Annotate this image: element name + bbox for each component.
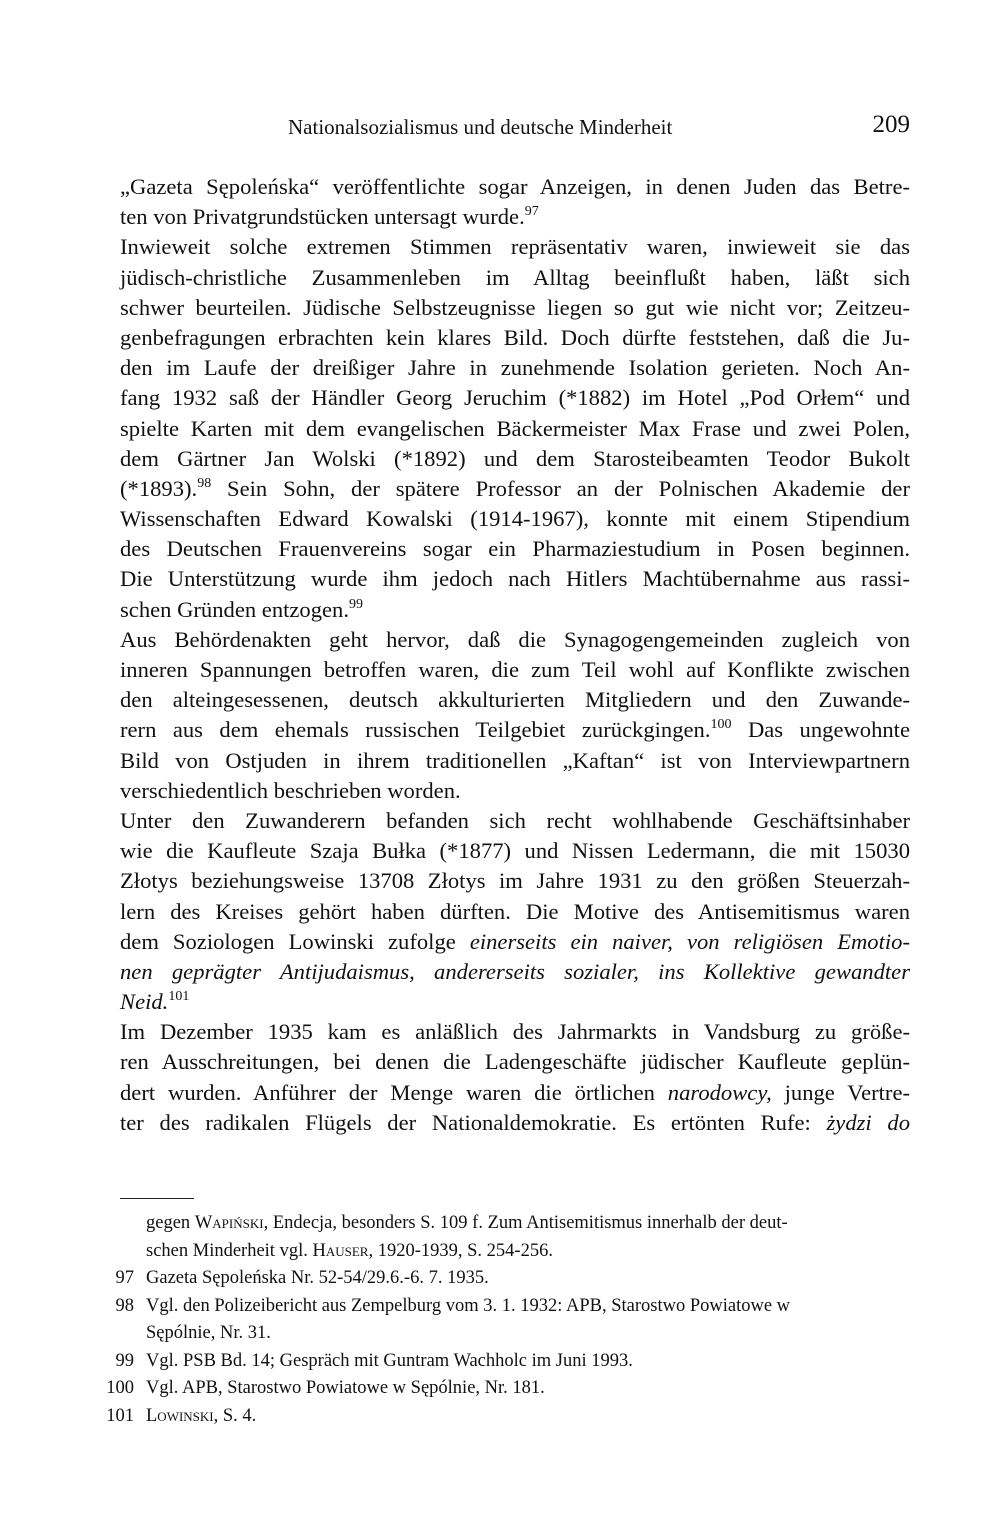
line-text: ren Ausschreitungen, bei denen die Ladengeschäfte jüdischer Kaufleute geplün- (120, 1049, 910, 1075)
line-text: dert wurden. Anführer der Menge waren die örtlichen (120, 1079, 668, 1105)
footnote-text: , Endecja, besonders S. 109 f. Zum Antisemitismus innerhalb der deut- (263, 1213, 788, 1233)
line-text: dem Soziologen Lowinski zufolge (120, 928, 470, 954)
body-line (120, 927, 910, 957)
footnote-marker: 99 (349, 596, 363, 612)
footnote (90, 1293, 910, 1348)
footnote-line (146, 1265, 910, 1293)
footnote-line (146, 1348, 910, 1376)
body-line (120, 414, 910, 444)
body-line (120, 263, 910, 293)
line-text: Unter den Zuwanderern befanden sich recht wohlhabende Geschäftsinhaber (120, 807, 910, 833)
line-text: Das ungewohnte (731, 717, 910, 743)
footnote-number: 98 (115, 1295, 134, 1316)
author-name: Hauser (312, 1240, 369, 1261)
line-text: spielte Karten mit dem evangelischen Bäckermeister Max Frase und zwei Polen, (120, 415, 910, 441)
footnote-marker: 100 (710, 717, 732, 733)
footnote-text: , S. 4. (213, 1405, 257, 1426)
author-name: Wapiński (194, 1213, 264, 1233)
line-text: (*1893). (120, 475, 198, 501)
body-line (120, 685, 910, 715)
line-italic: żydzi do (826, 1109, 910, 1135)
line-text: Złotys beziehungsweise 13708 Złotys im Jahre 1931 zu den größen Steuerzah- (120, 868, 910, 894)
body-line (120, 232, 910, 262)
line-text: schwer beurteilen. Jüdische Selbstzeugnisse liegen so gut wie nicht vor; Zeitzeu- (120, 294, 910, 320)
line-text: ter des radikalen Flügels der Nationaldemokratie. Es ertönten Rufe: (120, 1109, 827, 1135)
footnote-text: gegen (146, 1213, 195, 1233)
footnote-text: Gazeta Sępoleńska Nr. 52-54/29.6.-6. 7. 1935. (146, 1268, 489, 1288)
running-head (120, 112, 910, 146)
body-line (120, 866, 910, 896)
footnote (90, 1265, 910, 1293)
page-number: 209 (872, 111, 910, 138)
body-line (120, 957, 910, 987)
footnote (90, 1403, 910, 1431)
footnote-number: 101 (106, 1405, 134, 1426)
footnote-number: 100 (106, 1378, 134, 1398)
body-line (120, 595, 910, 625)
body-line (120, 776, 910, 806)
body-line (120, 202, 910, 232)
line-text: den im Laufe der dreißiger Jahre in zunehmende Isolation gerieten. Noch An- (120, 355, 910, 381)
line-text: jüdisch-christliche Zusammenleben im Alltag beeinflußt haben, läßt sich (120, 264, 910, 290)
footnote-line (146, 1375, 910, 1403)
body-line (120, 504, 910, 534)
body-line (120, 1017, 910, 1047)
line-text: junge Vertre- (771, 1079, 911, 1105)
line-text: schen Gründen entzogen. (120, 596, 349, 622)
body-line (120, 383, 910, 413)
body-text (120, 172, 910, 1138)
footnote (90, 1375, 910, 1403)
footnote-line (146, 1210, 910, 1238)
line-text: verschiedentlich beschrieben worden. (120, 777, 461, 803)
body-line (120, 293, 910, 323)
line-text: dem Gärtner Jan Wolski (*1892) und dem Starosteibeamten Teodor Bukolt (120, 445, 910, 471)
line-text: Sein Sohn, der spätere Professor an der Polnischen Akademie der (211, 475, 910, 501)
footnote-line (146, 1403, 910, 1431)
body-line (120, 897, 910, 927)
footnote (90, 1348, 910, 1376)
footnote-text: Vgl. APB, Starostwo Powiatowe w Sępólnie, Nr. 181. (146, 1378, 545, 1398)
line-italic: narodowcy, (667, 1079, 772, 1105)
body-line (120, 806, 910, 836)
footnote-marker: 97 (524, 204, 539, 220)
footnote-marker: 101 (168, 989, 190, 1005)
footnote-text: schen Minderheit vgl. (146, 1240, 313, 1261)
body-line (120, 564, 910, 594)
footnote-marker: 98 (197, 475, 212, 491)
body-line (120, 625, 910, 655)
line-text: fang 1932 saß der Händler Georg Jeruchim (*1882) im Hotel „Pod Orłem“ und (120, 385, 910, 411)
line-text: genbefragungen erbrachten kein klares Bild. Doch dürfte feststehen, daß die Ju- (120, 324, 910, 350)
footnote-text: Vgl. den Polizeibericht aus Zempelburg vom 3. 1. 1932: APB, Starostwo Powiatowe w (146, 1295, 791, 1316)
body-line (120, 172, 910, 202)
footnote-rule (120, 1198, 194, 1199)
body-line (120, 534, 910, 564)
body-line (120, 1047, 910, 1077)
line-text: Bild von Ostjuden in ihrem traditionellen „Kaftan“ ist von Interviewpartnern (120, 747, 910, 773)
running-title: Nationalsozialismus und deutsche Minderheit (288, 115, 673, 139)
body-line (120, 715, 910, 745)
body-line (120, 836, 910, 866)
footnote-text: , 1920-1939, S. 254-256. (368, 1240, 553, 1261)
line-text: Die Unterstützung wurde ihm jedoch nach Hitlers Machtübernahme aus rassi- (120, 566, 910, 592)
line-italic: nen geprägter Antijudaismus, andererseits sozialer, ins Kollektive gewandter (120, 958, 910, 984)
line-text: Wissenschaften Edward Kowalski (1914-1967), konnte mit einem Stipendium (120, 506, 910, 532)
footnote-text: Sępólnie, Nr. 31. (146, 1323, 271, 1343)
line-text: inneren Spannungen betroffen waren, die zum Teil wohl auf Konflikte zwischen (120, 657, 910, 682)
line-text: ten von Privatgrundstücken untersagt wurde. (120, 204, 525, 230)
footnote-continuation (90, 1210, 910, 1265)
line-text: rern aus dem ehemals russischen Teilgebiet zurückgingen. (120, 717, 711, 743)
body-line (120, 474, 910, 504)
body-line (120, 1078, 910, 1108)
line-italic: einerseits ein naiver, von religiösen Emotio- (469, 928, 910, 954)
body-line (120, 323, 910, 353)
footnote-number: 97 (115, 1268, 134, 1288)
footnote-text: Vgl. PSB Bd. 14; Gespräch mit Guntram Wachholc im Juni 1993. (146, 1350, 633, 1371)
line-text: lern des Kreises gehört haben dürften. Die Motive des Antisemitismus waren (120, 898, 910, 924)
footnote-line (146, 1238, 910, 1266)
line-text: des Deutschen Frauenvereins sogar ein Pharmaziestudium in Posen beginnen. (120, 536, 910, 562)
body-line (120, 353, 910, 383)
footnote-line (146, 1320, 910, 1348)
line-text: wie die Kaufleute Szaja Bułka (*1877) und Nissen Ledermann, die mit 15030 (120, 838, 910, 864)
footnote-number: 99 (115, 1350, 134, 1371)
line-text: Im Dezember 1935 kam es anläßlich des Jahrmarkts in Vandsburg zu größe- (120, 1019, 910, 1045)
line-text: Inwieweit solche extremen Stimmen repräsentativ waren, inwieweit sie das (120, 234, 910, 260)
author-name: Lowinski (146, 1405, 214, 1426)
line-text: „Gazeta Sępoleńska“ veröffentlichte sogar Anzeigen, in denen Juden das Betre- (120, 174, 910, 199)
footnotes (90, 1210, 910, 1430)
footnote-line (146, 1293, 910, 1321)
line-text: den alteingesessenen, deutsch akkulturierten Mitgliedern und den Zuwande- (120, 687, 910, 713)
body-line (120, 655, 910, 685)
body-line (120, 444, 910, 474)
line-text: Aus Behördenakten geht hervor, daß die Synagogengemeinden zugleich von (120, 626, 910, 652)
body-line (120, 1108, 910, 1138)
body-line (120, 746, 910, 776)
line-italic: Neid. (120, 989, 169, 1015)
body-line (120, 987, 910, 1017)
